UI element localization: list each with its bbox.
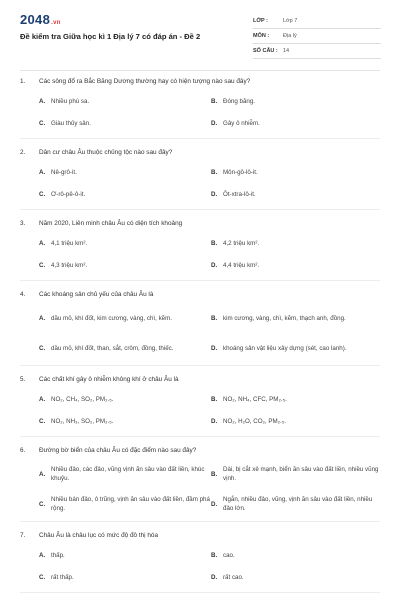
answer-option-c[interactable] [39,187,211,201]
answer-option-c[interactable] [39,493,211,515]
answer-option-a[interactable] [39,236,211,250]
question-divider [20,365,380,366]
answer-option-d[interactable] [211,570,383,584]
question-divider [20,209,380,210]
option-text: Nê-grô-it. [51,168,77,176]
answer-option-b[interactable] [211,94,383,108]
option-letter: A. [39,551,46,559]
question-4 [20,291,380,359]
question-prompt: Đường bờ biển của châu Âu có đặc điểm nào sau đây? [39,447,197,454]
answer-option-c[interactable] [39,414,211,428]
option-letter: C. [39,573,46,581]
question-prompt: Năm 2020, Liên minh châu Âu có diện tích khoảng [39,220,183,227]
question-text [20,447,380,457]
meta-label: SỐ CÂU : [253,48,278,54]
option-text: dầu mỏ, khí đốt, than, sắt, crôm, đồng, thiếc. [51,344,174,352]
answer-option-b[interactable] [211,548,383,562]
option-letter: D. [211,119,218,127]
question-prompt: Các chất khí gây ô nhiễm không khí ở châu Âu là [39,376,179,383]
answer-option-a[interactable] [39,307,211,329]
option-text: Ôt-xtra-lô-it. [223,190,256,198]
answer-option-c[interactable] [39,570,211,584]
question-divider [20,138,380,139]
option-letter: B. [211,395,218,403]
question-7 [20,532,380,584]
option-letter: C. [39,119,46,127]
question-number: 1. [20,78,26,85]
meta-label: MÔN : [253,33,270,39]
option-letter: D. [211,261,218,269]
answer-option-d[interactable] [211,493,383,515]
option-letter: A. [39,470,46,478]
meta-row-class [253,14,381,29]
answer-option-a[interactable] [39,165,211,179]
question-prompt: Châu Âu là châu lục có mức độ đô thị hóa [39,532,159,539]
option-letter: C. [39,500,46,508]
meta-row-subject [253,29,381,44]
question-divider [20,436,380,437]
answer-option-b[interactable] [211,165,383,179]
logo-suffix: .vn [51,20,61,26]
option-text: Nhiều bán đảo, ô trũng, vịnh ăn sâu vào đất liền, đầm phá rộng. [51,496,210,512]
option-text: Nhiều đảo, các đảo, vũng vịnh ăn sâu vào đất liền, khúc khuỷu. [51,466,205,482]
option-letter: B. [211,470,218,478]
question-3 [20,220,380,272]
option-letter: A. [39,168,46,176]
question-text [20,78,380,88]
answer-option-d[interactable] [211,258,383,272]
logo-text: 2048 [20,12,51,27]
option-letter: C. [39,344,46,352]
option-letter: B. [211,314,218,322]
option-text: 4,4 triệu km². [223,261,260,269]
question-prompt: Các khoáng sản chủ yếu của châu Âu là [39,291,154,298]
page-header [0,0,400,66]
option-text: kim cương, vàng, chì, kẽm, thạch anh, đồng. [223,314,346,322]
page-title: Đề kiểm tra Giữa học kì 1 Địa lý 7 có đáp án - Đề 2 [20,32,201,41]
question-divider [20,521,380,522]
option-text: Giàu thủy sản. [51,119,91,127]
option-text: dầu mỏ, khí đốt, kim cương, vàng, chì, kẽm. [51,314,173,322]
answer-option-b[interactable] [211,307,383,329]
question-2 [20,149,380,201]
question-prompt: Các sông đổ ra Bắc Băng Dương thường hay có hiện tượng nào sau đây? [39,78,251,85]
option-text: Nhiều phù sa. [51,97,90,105]
option-text: Ngắn, nhiều đảo, vũng, vịnh ăn sâu vào đất liền, nhiều đảo lớn. [223,496,373,512]
meta-value: Địa lý [283,33,297,39]
question-text [20,532,380,542]
option-text: NO₂, NH₃, SO₂, PM₂.₅. [51,417,114,425]
answer-option-d[interactable] [211,187,383,201]
option-letter: C. [39,261,46,269]
question-number: 2. [20,149,26,156]
option-letter: B. [211,551,218,559]
option-text: 4,3 triệu km². [51,261,88,269]
answer-option-a[interactable] [39,94,211,108]
option-text: NO₂, NH₄, CFC, PM₂.₅. [223,395,287,403]
answer-option-b[interactable] [211,392,383,406]
answer-option-a[interactable] [39,392,211,406]
question-number: 3. [20,220,26,227]
answer-option-b[interactable] [211,236,383,250]
option-letter: D. [211,573,218,581]
question-6 [20,447,380,515]
answer-option-c[interactable] [39,258,211,272]
question-text [20,376,380,386]
header-divider [20,70,380,71]
option-text: Ơ-rô-pê-ô-it. [51,190,86,198]
answer-option-d[interactable] [211,414,383,428]
option-letter: A. [39,97,46,105]
option-text: Môn-gô-lô-it. [223,168,258,176]
option-text: Đóng băng. [223,97,255,105]
question-list [0,78,400,603]
question-number: 7. [20,532,26,539]
meta-row-count [253,44,381,59]
option-text: thấp. [51,551,65,559]
option-letter: B. [211,168,218,176]
question-prompt: Dân cư châu Âu thuộc chủng tộc nào sau đây? [39,149,173,156]
option-text: cao. [223,551,235,559]
question-text [20,291,380,301]
answer-option-d[interactable] [211,116,383,130]
answer-option-b[interactable] [211,463,383,485]
option-text: khoáng sản vật liệu xây dựng (sét, cao lanh). [223,344,347,352]
option-letter: D. [211,344,218,352]
meta-value: 14 [283,48,290,54]
answer-option-c[interactable] [39,337,211,359]
answer-option-a[interactable] [39,548,211,562]
option-text: rất cao. [223,573,244,581]
site-logo[interactable] [20,12,61,27]
option-letter: B. [211,97,218,105]
option-letter: B. [211,239,218,247]
option-text: 4,1 triệu km². [51,239,88,247]
exam-meta [253,14,381,59]
answer-option-c[interactable] [39,116,211,130]
option-letter: D. [211,190,218,198]
question-1 [20,78,380,130]
option-letter: D. [211,417,218,425]
meta-value: Lớp 7 [283,18,298,24]
answer-option-a[interactable] [39,463,211,485]
option-text: NO₂, CH₄, SO₂, PM₂.₅. [51,395,114,403]
option-letter: C. [39,190,46,198]
question-text [20,149,380,159]
option-letter: C. [39,417,46,425]
question-number: 4. [20,291,26,298]
option-text: NO₂, H₂O, CO₂, PM₂.₅. [223,417,286,425]
option-text: 4,2 triệu km². [223,239,260,247]
option-letter: A. [39,395,46,403]
question-5 [20,376,380,428]
question-text [20,220,380,230]
option-letter: A. [39,314,46,322]
option-text: rất thấp. [51,573,74,581]
answer-option-d[interactable] [211,337,383,359]
question-number: 6. [20,447,26,454]
question-divider [20,592,380,593]
option-text: Dài, bị cắt xẻ mạnh, biển ăn sâu vào đất liền, nhiều vũng vịnh. [223,466,379,482]
question-divider [20,280,380,281]
meta-label: LỚP : [253,18,268,24]
option-text: Gây ô nhiễm. [223,119,260,127]
option-letter: D. [211,500,218,508]
option-letter: A. [39,239,46,247]
question-number: 5. [20,376,26,383]
